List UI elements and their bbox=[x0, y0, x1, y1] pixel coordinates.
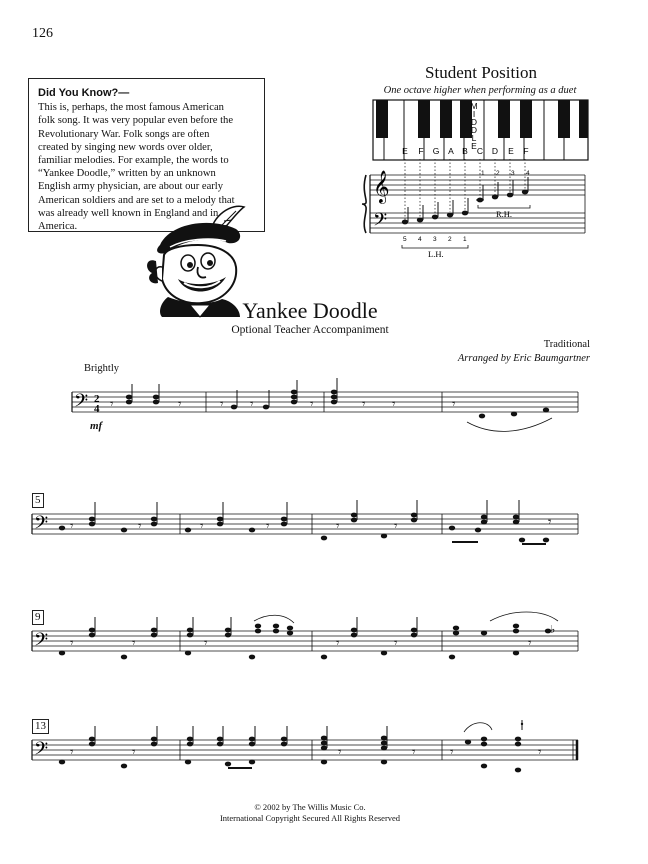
lh-finger: 4 bbox=[418, 236, 422, 243]
song-title: Yankee Doodle bbox=[242, 298, 378, 323]
key-label: A bbox=[448, 146, 454, 156]
lh-finger: 3 bbox=[433, 236, 437, 243]
rest-icon: 𝄾 bbox=[200, 518, 204, 533]
did-you-know-line: Revolutionary War. Folk songs are often bbox=[38, 128, 210, 140]
page-number: 126 bbox=[32, 26, 53, 41]
key-label: F bbox=[418, 146, 424, 156]
time-signature-bottom: 4 bbox=[94, 403, 100, 415]
rest-icon: 𝄾 bbox=[538, 744, 542, 759]
time-signature-top: 2 bbox=[94, 393, 100, 405]
did-you-know-line: This is, perhaps, the most famous American bbox=[38, 102, 224, 114]
tempo-marking: Brightly bbox=[84, 363, 120, 374]
did-you-know-line: “Yankee Doodle,” written by an unknown bbox=[38, 168, 216, 180]
music-system-1 bbox=[72, 378, 578, 438]
lh-finger: 1 bbox=[463, 236, 467, 243]
did-you-know-line: created by singing new words over older, bbox=[38, 141, 213, 153]
rh-label: R.H. bbox=[496, 209, 513, 219]
rest-icon: 𝄾 bbox=[528, 635, 532, 650]
rest-icon: 𝄾 bbox=[70, 518, 74, 533]
key-label: E bbox=[508, 146, 514, 156]
middle-letter: I bbox=[472, 109, 476, 119]
rh-finger: 1 bbox=[481, 170, 485, 177]
rest-icon: 𝄾 bbox=[336, 635, 340, 650]
rh-finger: 3 bbox=[511, 170, 515, 177]
song-subtitle: Optional Teacher Accompaniment bbox=[231, 324, 389, 336]
did-you-know-line: America. bbox=[38, 221, 78, 233]
key-label: C bbox=[476, 146, 484, 156]
music-system-2 bbox=[32, 500, 578, 560]
lh-finger: 5 bbox=[403, 236, 407, 243]
middle-letter: D bbox=[470, 117, 478, 127]
arranger-credit: Arranged by Eric Baumgartner bbox=[457, 353, 590, 364]
did-you-know-heading: Did You Know?— bbox=[38, 87, 130, 99]
flat-icon: ♭ bbox=[550, 624, 556, 636]
rest-icon: 𝄾 bbox=[250, 396, 254, 411]
key-label: F bbox=[523, 146, 529, 156]
rest-icon: 𝄾 bbox=[204, 635, 208, 650]
measure-number: 9 bbox=[32, 610, 44, 625]
did-you-know-line: English army physician, are about our early bbox=[38, 181, 224, 193]
rest-icon: 𝄾 bbox=[362, 396, 366, 411]
rest-icon: 𝄾 bbox=[412, 744, 416, 759]
rest-icon: 𝄾 bbox=[138, 518, 142, 533]
rights-line: International Copyright Secured All Rights Reserved bbox=[219, 813, 401, 823]
key-label: E bbox=[402, 146, 408, 156]
rest-icon: 𝄾 bbox=[394, 635, 398, 650]
rest-icon: 𝄾 bbox=[220, 396, 224, 411]
middle-letter: L bbox=[471, 133, 477, 143]
rest-icon: 𝄾 bbox=[70, 635, 74, 650]
rest-icon: 𝄾 bbox=[132, 635, 136, 650]
rest-icon: 𝄾 bbox=[70, 744, 74, 759]
rest-icon: 𝄾 bbox=[132, 744, 136, 759]
bass-clef-icon: 𝄢 bbox=[34, 738, 49, 763]
dynamic-marking: mf bbox=[90, 420, 103, 432]
rest-icon: 𝄾 bbox=[548, 514, 552, 529]
keyboard-diagram bbox=[373, 100, 588, 162]
copyright-line: © 2002 by The Willis Music Co. bbox=[254, 802, 366, 812]
did-you-know-line: American soldiers and are set to a melody that bbox=[38, 194, 235, 206]
rest-icon: 𝄾 bbox=[394, 518, 398, 533]
position-grand-staff bbox=[370, 165, 585, 265]
bass-clef-icon: 𝄢 bbox=[34, 512, 49, 537]
bass-clef-icon: 𝄢 bbox=[74, 390, 89, 415]
treble-clef-icon: 𝄞 bbox=[373, 172, 390, 203]
did-you-know-line: folk song. It was very popular even before the bbox=[38, 115, 234, 127]
middle-letter: E bbox=[471, 141, 477, 151]
student-position-subtitle: One octave higher when performing as a duet bbox=[383, 85, 577, 96]
key-label: G bbox=[432, 146, 440, 156]
did-you-know-line: was already well known in England and in bbox=[38, 207, 219, 219]
music-system-3 bbox=[32, 617, 578, 677]
rest-icon: 𝄾 bbox=[336, 518, 340, 533]
rest-icon: 𝄾 bbox=[452, 396, 456, 411]
rest-icon: 𝄾 bbox=[110, 396, 114, 411]
measure-number: 13 bbox=[32, 719, 49, 734]
bass-clef-icon: 𝄢 bbox=[373, 209, 388, 234]
rh-finger: 4 bbox=[526, 170, 530, 177]
music-system-4 bbox=[32, 726, 578, 786]
student-position-title: Student Position bbox=[425, 63, 537, 82]
lh-label: L.H. bbox=[428, 249, 444, 259]
rest-icon: 𝄾 bbox=[392, 396, 396, 411]
key-label: B bbox=[462, 146, 468, 156]
rest-icon: 𝄾 bbox=[266, 518, 270, 533]
middle-letter: D bbox=[470, 125, 478, 135]
did-you-know-line: familiar melodies. For example, the words to bbox=[38, 155, 229, 167]
middle-letter: M bbox=[470, 101, 478, 111]
rest-icon: 𝄾 bbox=[310, 396, 314, 411]
bass-clef-icon: 𝄢 bbox=[34, 629, 49, 654]
rest-icon: 𝄾 bbox=[450, 744, 454, 759]
rest-icon: 𝄾 bbox=[338, 744, 342, 759]
key-label: D bbox=[491, 146, 499, 156]
rh-finger: 2 bbox=[496, 170, 500, 177]
lh-finger: 2 bbox=[448, 236, 452, 243]
rest-icon: 𝄾 bbox=[178, 396, 182, 411]
measure-number: 5 bbox=[32, 493, 44, 508]
composer-credit: Traditional bbox=[543, 339, 590, 350]
